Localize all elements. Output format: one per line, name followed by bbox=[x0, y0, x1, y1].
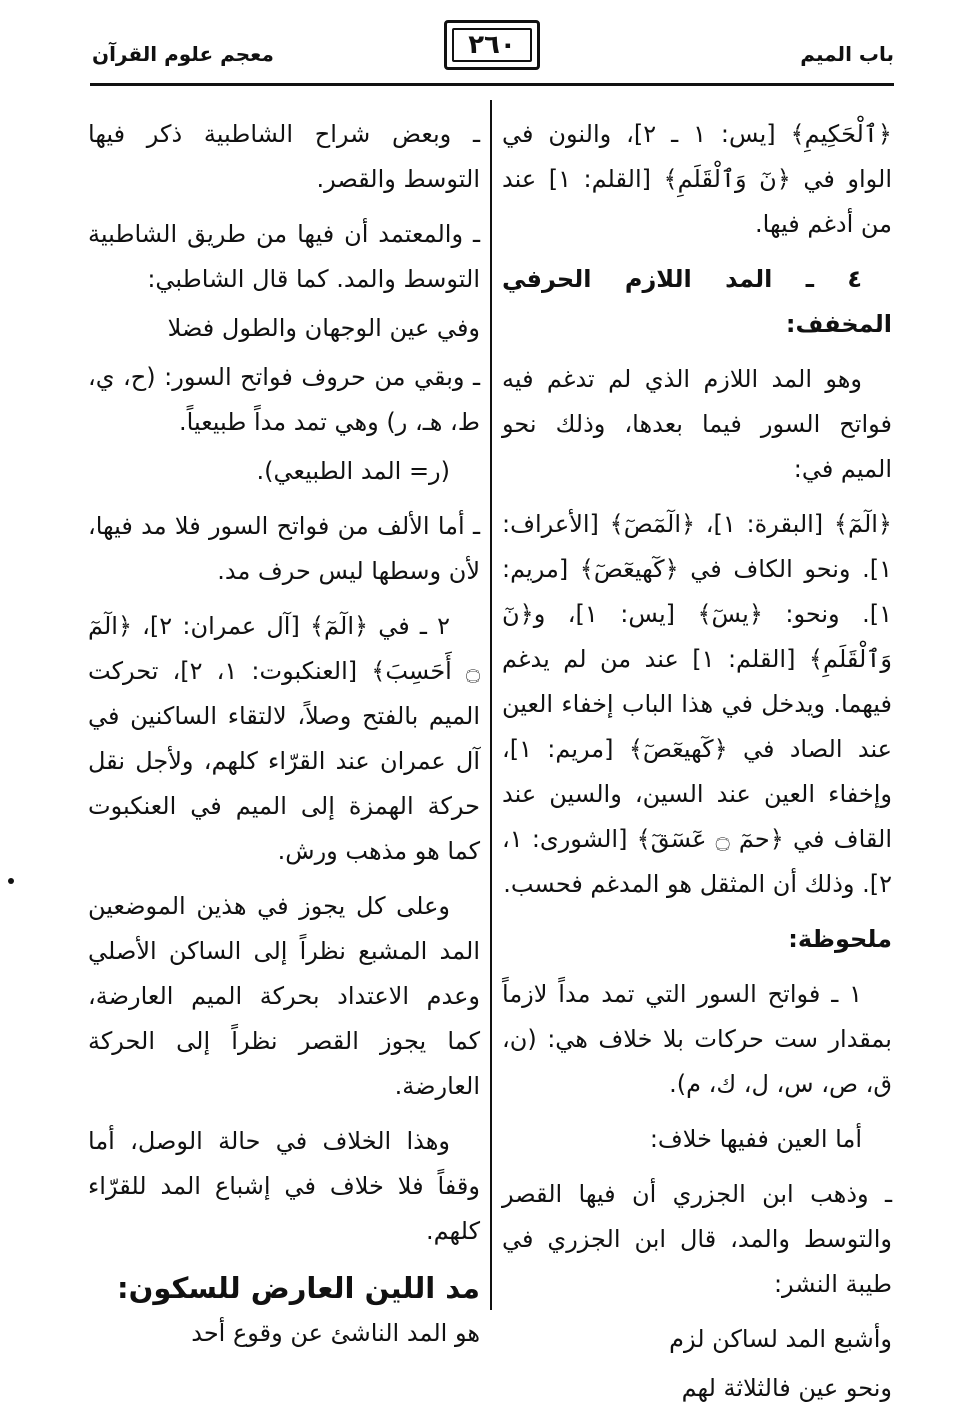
poem-line: وأشبع المد لساكن لزم bbox=[669, 1325, 892, 1353]
paragraph: ١ ـ فواتح السور التي تمد مداً لازماً بمقدار ست حركات بلا خلاف هي: (ن، ق، ص، س، ل، ك، م). bbox=[502, 980, 892, 1098]
paragraph: وهو المد اللازم الذي لم تدغم فيه فواتح السور فيما بعدها، وذلك نحو الميم في: bbox=[502, 365, 892, 483]
page-header bbox=[60, 20, 900, 90]
paragraph: ٢ ـ في ﴿الٓمٓ﴾ [آل عمران: ٢]، ﴿الٓمٓ ۝ أَحَسِبَ﴾ [العنكبوت: ١، ٢]، تحركت الميم بالفتح وصلاً، لالتقاء الساكنين في آل عمران عند القرّاء كلهم، ولأجل نقل حركة الهمزة إلى الميم في العنكبوت كما هو مذهب ورش. bbox=[88, 612, 480, 865]
section-heading: مد اللين العارض للسكون: bbox=[116, 1271, 480, 1305]
page-number-box bbox=[444, 20, 540, 70]
paragraph: (ر= المد الطبيعي). bbox=[256, 457, 450, 485]
paragraph: وهذا الخلاف في حالة الوصل، أما وقفاً فلا خلاف في إشباع المد للقرّاء كلهم. bbox=[88, 1127, 480, 1245]
header-rule bbox=[90, 83, 894, 86]
poem-line: وفي عين الوجهان والطول فضلا bbox=[167, 314, 480, 342]
paragraph: هو المد الناشئ عن وقوع أحد bbox=[191, 1319, 480, 1347]
book-title: معجم علوم القرآن bbox=[92, 42, 274, 66]
section-heading: ٤ ـ المد اللازم الحرفي المخفف: bbox=[502, 265, 892, 338]
margin-dot bbox=[8, 878, 14, 884]
paragraph: وعلى كل يجوز في هذين الموضعين المد المشبع نظراً إلى الساكن الأصلي وعدم الاعتداد بحركة الميم العارضة، كما يجوز القصر نظراً إلى الحركة العارضة. bbox=[88, 892, 480, 1100]
paragraph: ﴿الٓمٓ﴾ [البقرة: ١]، ﴿الٓمٓصٓ﴾ [الأعراف: ١]. ونحو الكاف في ﴿كٓهيعٓصٓ﴾ [مريم: ١]. ونحو: ﴿يسٓ﴾ [يس: ١]، و﴿نٓ وَٱلْقَلَمِ﴾ [القلم: ١] عند من لم يدغم فيهما. ويدخل في هذا الباب إخفاء العين عند الصاد في ﴿كٓهيعٓصٓ﴾ [مريم: ١]، وإخفاء العين عند السين، والسين عند القاف في ﴿حمٓ ۝ عٓسٓقٓ﴾ [الشورى: ١، ٢]. وذلك أن المثقل هو المدغم فحسب. bbox=[502, 510, 893, 898]
poem-line: ونحو عين فالثلاثة لهم bbox=[681, 1374, 892, 1402]
left-column bbox=[88, 112, 480, 1366]
paragraph: ـ أما الألف من فواتح السور فلا مد فيها، لأن وسطها ليس حرف مد. bbox=[88, 512, 480, 585]
column-divider bbox=[490, 100, 492, 1310]
paragraph: ـ وبقي من حروف فواتح السور: (ح، ي، ط، هـ، ر) وهي تمد مداً طبيعياً. bbox=[88, 363, 480, 436]
right-column bbox=[502, 112, 892, 1415]
paragraph: أما العين ففيها خلاف: bbox=[649, 1125, 862, 1153]
page-number: ٢٦٠ bbox=[452, 28, 532, 62]
note-heading: ملحوظة: bbox=[788, 925, 892, 953]
paragraph: ـ وبعض شراح الشاطبية ذكر فيها التوسط والقصر. bbox=[88, 120, 480, 193]
paragraph: ﴿ٱلْحَكِيمِ﴾ [يس: ١ ـ ٢]، والنون في الواو في ﴿نٓ وَٱلْقَلَمِ﴾ [القلم: ١] عند من أدغم فيها. bbox=[502, 120, 892, 238]
paragraph: ـ والمعتمد أن فيها من طريق الشاطبية التوسط والمد. كما قال الشاطبي: bbox=[88, 220, 480, 293]
paragraph: ـ وذهب ابن الجزري أن فيها القصر والتوسط والمد، قال ابن الجزري في طيبة النشر: bbox=[502, 1180, 892, 1298]
chapter-title: باب الميم bbox=[800, 42, 894, 66]
